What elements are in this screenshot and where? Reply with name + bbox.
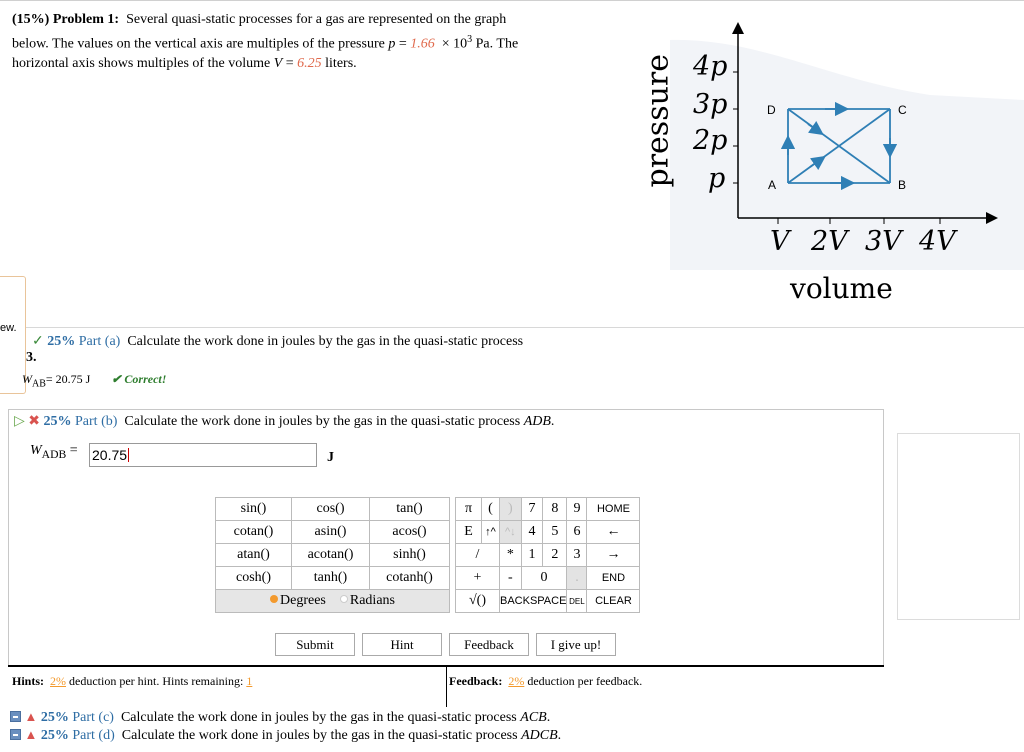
key-1[interactable]: 1 <box>521 544 543 567</box>
pv-graph <box>630 10 1024 330</box>
key-tanh[interactable]: tanh() <box>292 567 370 590</box>
key-6[interactable]: 6 <box>567 521 587 544</box>
key-tan[interactable]: tan() <box>370 498 450 521</box>
part-a-answer: $W_{AB}= 20.75$ J ✔ Correct! <box>22 372 167 390</box>
problem-line-3: horizontal axis shows multiples of the volume V = 6.25 liters. <box>12 55 357 71</box>
key-cotanh[interactable]: cotanh() <box>370 567 450 590</box>
angle-mode <box>216 590 450 613</box>
part-b-header: ▷ ✖ 25% Part (b) Calculate the work done in joules by the gas in the quasi-static process ADB. <box>14 414 555 429</box>
key-clear[interactable]: CLEAR <box>587 590 640 613</box>
volume-value: 6.25 <box>297 55 322 71</box>
cross-icon: ✖ <box>28 414 41 429</box>
key-home[interactable]: HOME <box>587 498 640 521</box>
key-left-arrow[interactable]: ← <box>587 521 640 544</box>
collapse-icon[interactable] <box>10 729 21 740</box>
key-cosh[interactable]: cosh() <box>216 567 292 590</box>
key-minus[interactable]: - <box>500 567 522 590</box>
key-plus[interactable]: + <box>456 567 500 590</box>
key-atan[interactable]: atan() <box>216 544 292 567</box>
key-7[interactable]: 7 <box>521 498 543 521</box>
key-cotan[interactable]: cotan() <box>216 521 292 544</box>
key-sinh[interactable]: sinh() <box>370 544 450 567</box>
x-axis-label: volume <box>790 272 893 305</box>
key-sin[interactable]: sin() <box>216 498 292 521</box>
key-4[interactable]: 4 <box>521 521 543 544</box>
key-divide[interactable]: / <box>456 544 500 567</box>
hints-remaining: 1 <box>246 674 253 688</box>
feedback-info: Feedback: 2% deduction per feedback. <box>449 674 643 688</box>
key-acotan[interactable]: acotan() <box>292 544 370 567</box>
degrees-option[interactable]: Degrees <box>270 593 326 608</box>
problem-line-1: (15%) Problem 1: Several quasi-static processes for a gas are represented on the graph <box>12 12 507 27</box>
ytick-label-p: p <box>708 163 726 194</box>
function-keypad <box>215 497 450 613</box>
submit-button[interactable]: Submit <box>275 633 355 656</box>
problem-statement <box>12 10 622 73</box>
numeric-keypad <box>455 497 640 613</box>
point-b-label: B <box>898 178 907 192</box>
key-8[interactable]: 8 <box>543 498 567 521</box>
hints-feedback-bar <box>8 665 884 705</box>
right-side-panel <box>897 433 1020 620</box>
answer-label: $W_{ADB}$ = <box>30 443 78 461</box>
warning-icon: ▲ <box>24 727 38 742</box>
key-right-arrow[interactable]: → <box>587 544 640 567</box>
warning-icon: ▲ <box>24 709 38 724</box>
key-pi[interactable]: π <box>456 498 482 521</box>
key-superscript-up[interactable]: ↑^ <box>482 521 500 544</box>
hints-info: Hints: 2% deduction per hint. Hints remaining: 1 <box>12 674 253 688</box>
correct-status: ✔ Correct! <box>111 372 167 386</box>
text-caret <box>128 448 129 462</box>
key-cos[interactable]: cos() <box>292 498 370 521</box>
point-c-label: C <box>898 103 907 117</box>
part-c-row[interactable]: ▲ 25% Part (c) Calculate the work done in joules by the gas in the quasi-static process ACB. <box>10 709 550 726</box>
ytick-label-4p: 4p <box>693 51 728 82</box>
key-asin[interactable]: asin() <box>292 521 370 544</box>
feedback-button[interactable]: Feedback <box>449 633 529 656</box>
point-d-label: D <box>767 103 776 117</box>
key-5[interactable]: 5 <box>543 521 567 544</box>
problem-line-2: below. The values on the vertical axis are multiples of the pressure $p = 1.66 \times 10^3$ Pa. The <box>12 33 519 52</box>
radians-option[interactable]: Radians <box>340 593 395 608</box>
key-0[interactable]: 0 <box>521 567 567 590</box>
radio-selected-icon <box>270 595 278 603</box>
section-divider <box>0 327 1024 328</box>
collapse-icon[interactable] <box>10 711 21 722</box>
key-e[interactable]: E <box>456 521 482 544</box>
xtick-label-4v: 4V <box>919 226 956 257</box>
key-decimal[interactable]: . <box>567 567 587 590</box>
checkmark-icon: ✓ <box>32 334 44 349</box>
side-tab-text: ew. <box>0 322 17 334</box>
point-a-label: A <box>768 178 777 192</box>
key-close-paren[interactable]: ) <box>500 498 522 521</box>
give-up-button[interactable]: I give up! <box>536 633 616 656</box>
xtick-label-v: V <box>770 226 790 257</box>
ytick-label-2p: 2p <box>693 125 728 156</box>
hint-button[interactable]: Hint <box>362 633 442 656</box>
side-tab-b: 3. <box>26 350 37 365</box>
ytick-label-3p: 3p <box>693 89 728 120</box>
key-3[interactable]: 3 <box>567 544 587 567</box>
radio-unselected-icon <box>340 595 348 603</box>
key-backspace[interactable]: BACKSPACE <box>500 590 567 613</box>
key-superscript-down[interactable]: ^↓ <box>500 521 522 544</box>
key-2[interactable]: 2 <box>543 544 567 567</box>
answer-unit: J <box>327 450 334 465</box>
xtick-label-3v: 3V <box>865 226 902 257</box>
pressure-value: 1.66 <box>410 36 435 52</box>
key-multiply[interactable]: * <box>500 544 522 567</box>
key-del[interactable]: DEL <box>567 590 587 613</box>
key-9[interactable]: 9 <box>567 498 587 521</box>
part-a-header: ✓ 25% Part (a) Calculate the work done in joules by the gas in the quasi-static process <box>32 334 524 349</box>
hint-separator <box>446 667 447 707</box>
part-b-label: Part (b) <box>75 414 118 429</box>
part-a-label: Part (a) <box>78 334 121 349</box>
key-acos[interactable]: acos() <box>370 521 450 544</box>
top-border <box>0 0 1024 1</box>
key-open-paren[interactable]: ( <box>482 498 500 521</box>
xtick-label-2v: 2V <box>811 226 848 257</box>
key-end[interactable]: END <box>587 567 640 590</box>
y-axis-label: pressure <box>640 53 676 188</box>
play-icon[interactable]: ▷ <box>14 414 25 429</box>
key-sqrt[interactable]: √() <box>456 590 500 613</box>
problem-head: (15%) Problem 1: <box>12 12 120 27</box>
answer-input[interactable]: 20.75 <box>89 443 317 467</box>
part-d-row[interactable]: ▲ 25% Part (d) Calculate the work done in joules by the gas in the quasi-static process ADCB. <box>10 727 561 744</box>
